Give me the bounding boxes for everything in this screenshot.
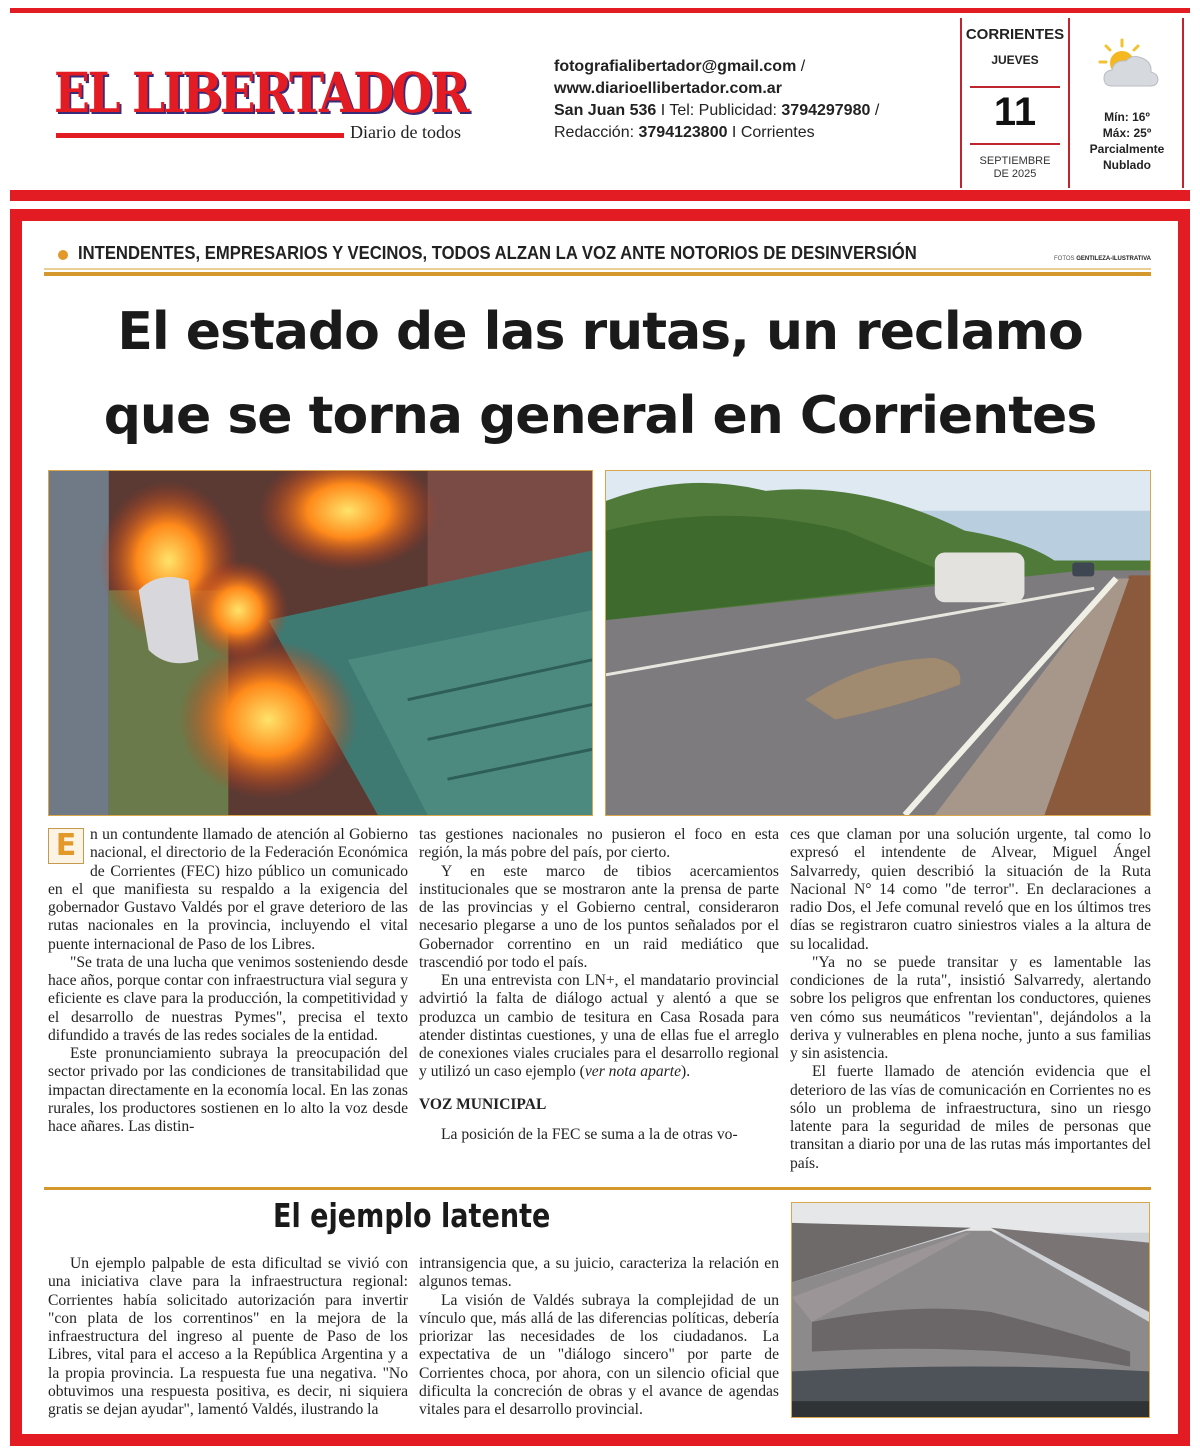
- paragraph: Este pronunciamiento subraya la preocupación del sector privado por las condiciones de transitabilidad que impactan directamente en la economía local. En las zonas rurales, los productores sostienen en lo alto la voz desde hace añares. Las distin-: [48, 1045, 408, 1135]
- divider: [970, 143, 1060, 145]
- tel-number: 3794297980: [781, 102, 871, 119]
- redaccion-number: 3794123800: [638, 124, 728, 141]
- paragraph: Un ejemplo palpable de esta dificultad se vivió con una iniciativa clave para la infraestructura regional: Corrientes había solicitado autorización para invertir "con plata de los correntinos" en la mejora de la infraestructura del ingreso al puente de Paso de los Libres, vital para el acceso a la República Argentina y a la propia provincia. La respuesta fue una negativa. "No obtuvimos una respuesta positiva, es decir, ni siquiera gratis se dejan ayudar", lamentó Valdés, ilustrando la: [48, 1255, 408, 1418]
- divider: [44, 268, 1151, 270]
- divider: [970, 86, 1060, 88]
- paragraph: ces que claman por una solución urgente, tal como lo expresó el intendente de Alvear, Miguel Ángel Salvarredy, quien describió la situación de la Ruta Nacional N° 14 como "de terror". En declaraciones a radio Dos, el Jefe comunal reveló que en los últimos tres días se registraron cuatro siniestros viales a la altura de su localidad.: [790, 826, 1151, 953]
- header-red-bar: [10, 190, 1190, 201]
- headline-line-2: que se torna general en Corrientes: [103, 386, 1097, 446]
- paragraph: "Se trata de una lucha que venimos sosteniendo desde hace años, porque contar con infraestructura vial segura y eficiente es clave para la producción, la competitividad y el desarrollo de nuestras Pymes", precisa el texto difundido a través de las redes sociales de la entidad.: [48, 953, 408, 1044]
- date-month: SEPTIEMBRE: [979, 155, 1051, 167]
- newspaper-logo: EL LIBERTADOR: [54, 60, 467, 125]
- weather-text: [1074, 109, 1180, 173]
- paragraph: [48, 826, 408, 954]
- article-column-1: [48, 826, 408, 1136]
- date-weekday: JUEVES: [991, 53, 1039, 67]
- weather-box: [1074, 18, 1184, 188]
- paragraph: tas gestiones nacionales no pusieron el foco en esta región, la más pobre del país, por cierto.: [419, 826, 779, 862]
- paragraph-text-end: ).: [681, 1063, 691, 1081]
- email-link[interactable]: fotografialibertador@gmail.com: [554, 58, 797, 75]
- photo-damaged-road: [605, 470, 1151, 816]
- article-headline: [30, 290, 1170, 458]
- photo-damaged-bridge: [791, 1202, 1150, 1418]
- masthead: [54, 60, 484, 165]
- date-box: [960, 18, 1070, 188]
- paragraph-text: n un contundente llamado de atención al Gobierno nacional, el directorio de la Federación Económica de Corrientes (FEC) hizo público un comunicado en el que manifiesta su respaldo a la exigencia del gobernador Gustavo Valdés por el grave deterioro de las rutas nacionales en la provincia, incluyendo el vital puente internacional de Paso de los Libres.: [48, 826, 408, 953]
- paragraph: El fuerte llamado de atención evidencia que el deterioro de las vías de comunicación en Corrientes no es sólo un problema de infraestructura, sino un riesgo latente para la seguridad de miles de personas que transitan a diario por una de las rutas más importantes del país.: [790, 1063, 1151, 1172]
- paragraph: "Ya no se puede transitar y es lamentable las condiciones de la ruta", insistió Salvarredy, alertando sobre los peligros que enfrentan los conductores, quienes ven cómo sus neumáticos "revientan", dejándolos a la deriva y vulnerables en plena noche, junto a sus familias y sin asistencia.: [790, 953, 1151, 1062]
- weather-condition: Parcialmente: [1089, 142, 1165, 156]
- article-kicker: [56, 242, 1151, 268]
- temp-min: Mín: 16º: [1104, 110, 1150, 124]
- tagline: Diario de todos: [350, 122, 461, 142]
- photo-burning-truck: [48, 470, 593, 816]
- bullet-icon: [58, 250, 68, 260]
- partly-cloudy-icon: [1096, 36, 1162, 102]
- sidebar-title: El ejemplo latente: [273, 1196, 551, 1235]
- photo-credit: [1054, 256, 1151, 262]
- gold-rule: [44, 1187, 1151, 1190]
- sidebar-column-1: [48, 1255, 408, 1419]
- date-day: 11: [993, 90, 1037, 134]
- temp-max: Máx: 25º: [1102, 126, 1152, 140]
- logo-underline: [56, 133, 344, 138]
- tel-label: I Tel: Publicidad:: [656, 102, 782, 119]
- section-subhead: VOZ MUNICIPAL: [419, 1095, 547, 1113]
- separator: /: [796, 58, 806, 75]
- city-suffix: I Corrientes: [727, 124, 815, 141]
- date-month-year: [962, 155, 1068, 181]
- headline-line-1: El estado de las rutas, un reclamo: [117, 302, 1083, 362]
- date-year: DE 2025: [993, 168, 1037, 180]
- article-column-3: [790, 826, 1151, 1173]
- gold-rule: [44, 272, 1151, 276]
- website-link[interactable]: www.diarioellibertador.com.ar: [554, 80, 782, 97]
- paragraph: Y en este marco de tibios acercamientos institucionales que se mostraron ante la prensa de parte de las provincias y el Gobierno central, consideraron necesario plegarse a uno de los puntos señalados por el Gobernador correntino en un raid mediático que trascendió por todo el país.: [419, 862, 779, 971]
- contact-info: [554, 56, 879, 144]
- paragraph: [419, 972, 779, 1082]
- sidebar-column-2: [419, 1255, 779, 1419]
- redaccion-label: Redacción:: [554, 124, 639, 141]
- photo-credit-label: FOTOS: [1053, 256, 1077, 262]
- address: San Juan 536: [554, 102, 657, 119]
- paragraph: La visión de Valdés subraya la complejidad de un vínculo que, más allá de las diferencias políticas, debería priorizar las necesidades de los ciudadanos. La expectativa de un "diálogo sincero" por parte de Corrientes choca, por ahora, con un silencio oficial que dificulta la concreción de obras y el avance de agendas vitales para el desarrollo provincial.: [419, 1291, 779, 1418]
- cross-reference[interactable]: ver nota aparte: [584, 1063, 682, 1081]
- photo-credit-value: GENTILEZA-ILUSTRATIVA: [1076, 256, 1151, 262]
- paragraph: intransigencia que, a su juicio, caracteriza la relación en algunos temas.: [419, 1255, 779, 1291]
- drop-cap: E: [48, 828, 84, 864]
- date-city: CORRIENTES: [965, 26, 1065, 43]
- kicker-text: INTENDENTES, EMPRESARIOS Y VECINOS, TODOS ALZAN LA VOZ ANTE NOTORIOS DE DESINVERSIÓN: [78, 242, 917, 263]
- separator: /: [870, 102, 880, 119]
- paragraph-text: En una entrevista con LN+, el mandatario provincial advirtió la falta de diálogo actual y alentó a que se produzca un cambio de tesitura en Casa Rosada para atender distintas cuestiones, y una de ellas fue el arreglo de conexiones viales cruciales para el desarrollo regional y utilizó un caso ejemplo (: [419, 972, 779, 1081]
- paragraph: La posición de la FEC se suma a la de otras vo-: [441, 1125, 738, 1143]
- article-column-2: [419, 826, 779, 1144]
- newspaper-header: [10, 13, 1190, 185]
- weather-condition-2: Nublado: [1103, 158, 1151, 172]
